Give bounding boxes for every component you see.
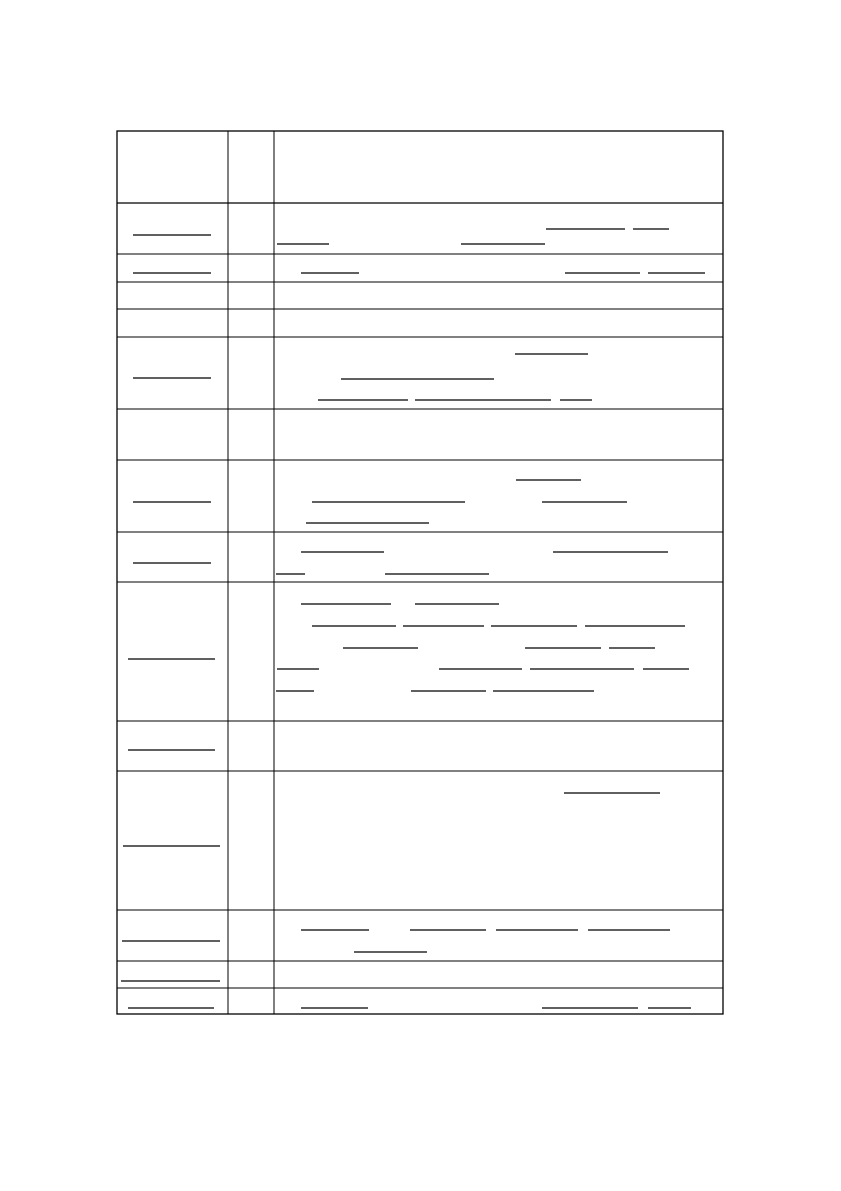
table-border — [117, 131, 723, 1014]
table-grid — [117, 131, 723, 1014]
underline-marks — [121, 229, 705, 1008]
